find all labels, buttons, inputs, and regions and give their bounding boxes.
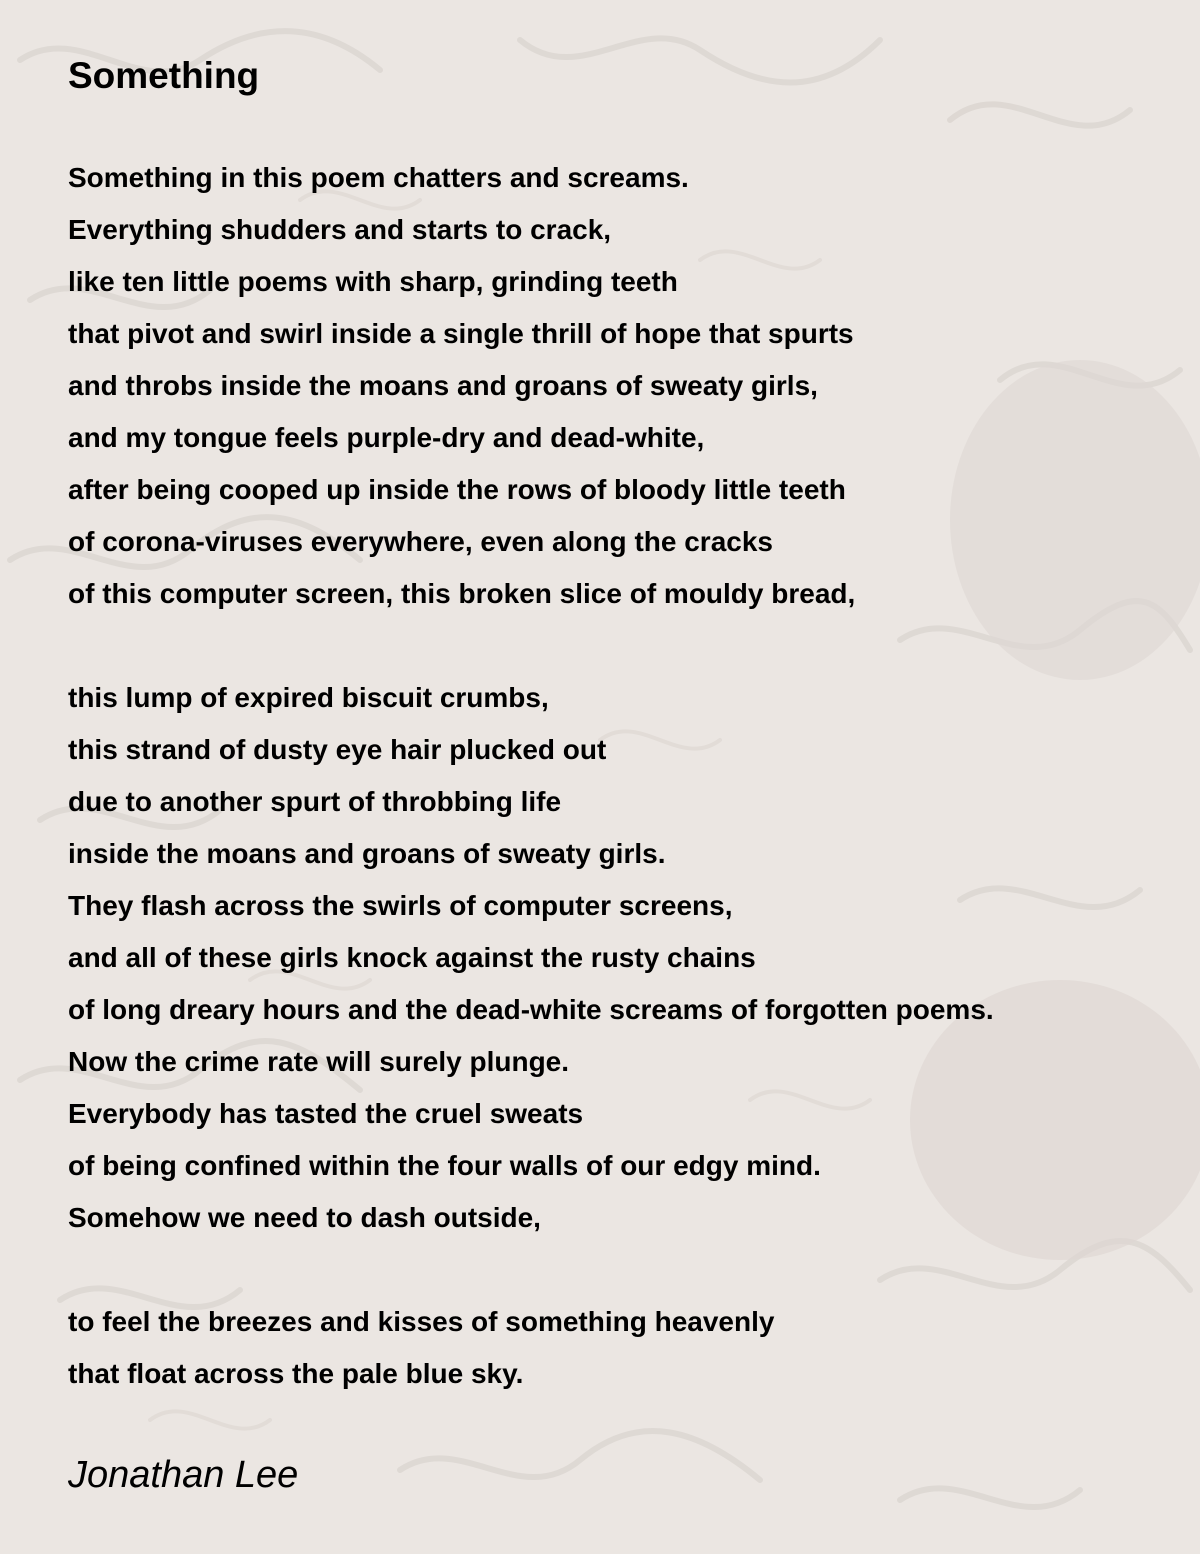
- poem-line: of being confined within the four walls of our edgy mind.: [68, 1150, 821, 1181]
- poem-line: due to another spurt of throbbing life: [68, 786, 562, 817]
- poem-line: after being cooped up inside the rows of bloody little teeth: [68, 474, 846, 505]
- poem-line: this lump of expired biscuit crumbs,: [68, 682, 549, 713]
- poem-container: [68, 54, 1168, 1498]
- poem-line: of corona-viruses everywhere, even along the cracks: [68, 526, 773, 557]
- poem-line: to feel the breezes and kisses of something heavenly: [68, 1306, 775, 1337]
- poem-line: this strand of dusty eye hair plucked out: [68, 734, 607, 765]
- stanza-3: [68, 1296, 1168, 1400]
- poem-line: that float across the pale blue sky.: [68, 1358, 524, 1389]
- poem-line: like ten little poems with sharp, grinding teeth: [68, 266, 678, 297]
- stanza-2: [68, 672, 1168, 1244]
- poem-line: of long dreary hours and the dead-white screams of forgotten poems.: [68, 994, 994, 1025]
- poem-line: and all of these girls knock against the rusty chains: [68, 942, 756, 973]
- poem-line: Now the crime rate will surely plunge.: [68, 1046, 570, 1077]
- poem-line: Somehow we need to dash outside,: [68, 1202, 541, 1233]
- poem-title: Something: [68, 55, 260, 96]
- poem-line: Everybody has tasted the cruel sweats: [68, 1098, 584, 1129]
- poem-body: [68, 152, 1168, 1400]
- poem-line: and throbs inside the moans and groans of sweaty girls,: [68, 370, 818, 401]
- poem-line: They flash across the swirls of computer screens,: [68, 890, 733, 921]
- poem-author: Jonathan Lee: [68, 1454, 299, 1496]
- poem-line: that pivot and swirl inside a single thrill of hope that spurts: [68, 318, 854, 349]
- stanza-1: [68, 152, 1168, 620]
- poem-line: and my tongue feels purple-dry and dead-white,: [68, 422, 705, 453]
- poem-line: Something in this poem chatters and screams.: [68, 162, 689, 193]
- poem-line: Everything shudders and starts to crack,: [68, 214, 612, 245]
- poem-line: inside the moans and groans of sweaty girls.: [68, 838, 666, 869]
- poem-line: of this computer screen, this broken slice of mouldy bread,: [68, 578, 856, 609]
